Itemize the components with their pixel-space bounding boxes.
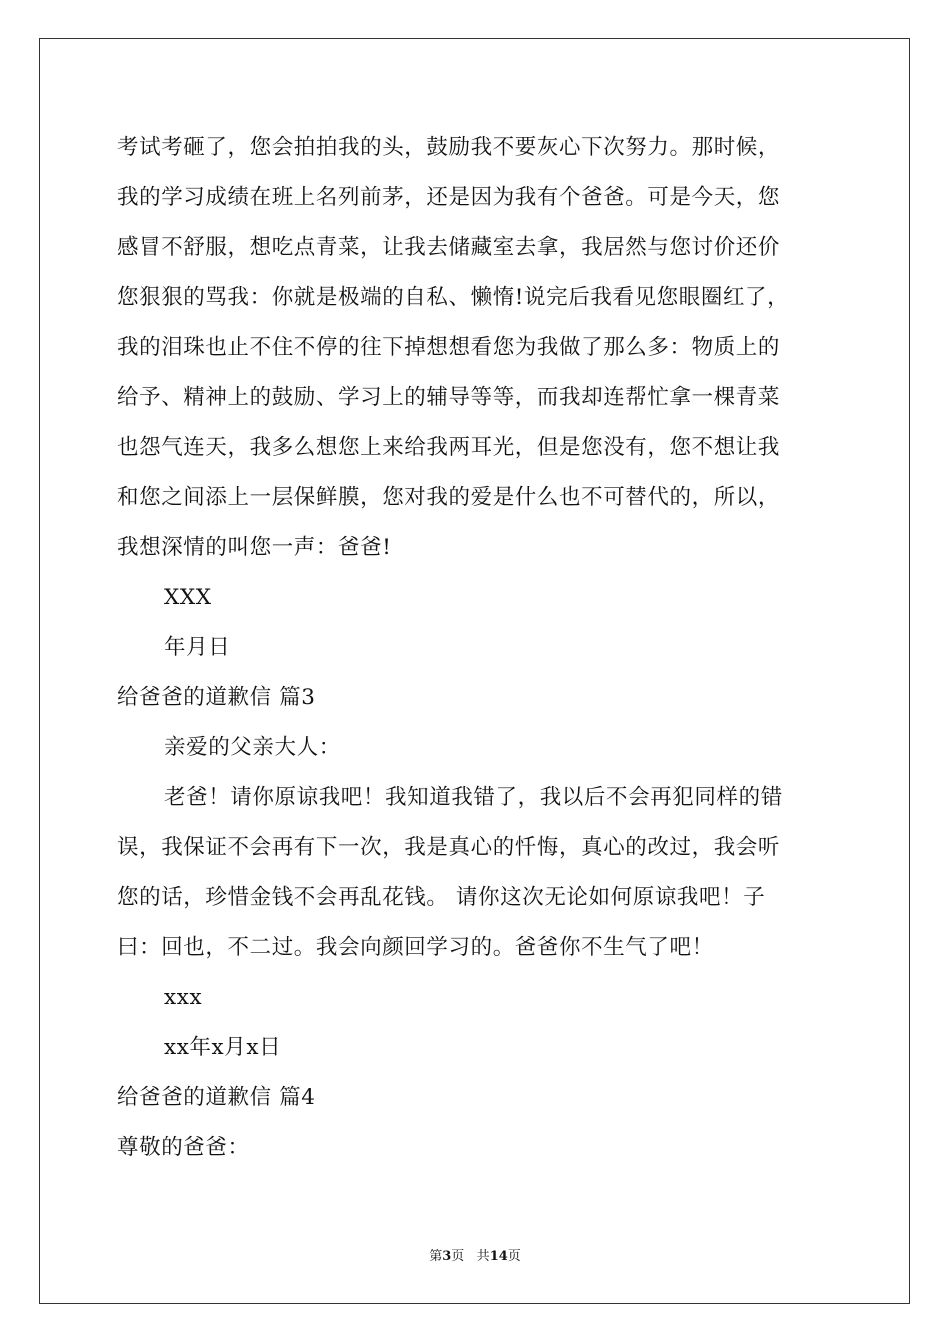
footer-total-pages: 14 xyxy=(489,1249,508,1264)
letter-3-line-2: 误，我保证不会再有下一次，我是真心的忏悔，真心的改过，我会听 xyxy=(117,835,781,860)
footer-page-suffix: 页 xyxy=(451,1249,465,1264)
letter-2-line-3: 感冒不舒服，想吃点青菜，让我去储藏室去拿，我居然与您讨价还价 xyxy=(117,235,781,260)
footer-page-number: 3 xyxy=(442,1249,452,1264)
letter-2-line-8: 和您之间添上一层保鲜膜，您对我的爱是什么也不可替代的，所以， xyxy=(117,485,781,510)
page-border xyxy=(39,38,910,1304)
footer-total-suffix: 页 xyxy=(507,1249,521,1264)
page-footer xyxy=(0,1248,950,1266)
letter-3-signature: xxx xyxy=(164,985,203,1010)
letter-2-line-9: 我想深情的叫您一声：爸爸! xyxy=(117,535,392,560)
letter-4-salutation: 尊敬的爸爸： xyxy=(117,1135,250,1160)
section-heading-3: 给爸爸的道歉信 篇3 xyxy=(117,685,316,710)
letter-2-signature: XXX xyxy=(164,585,212,610)
letter-3-line-3: 您的话，珍惜金钱不会再乱花钱。 请你这次无论如何原谅我吧！子 xyxy=(117,885,766,910)
letter-2-date: 年月日 xyxy=(164,635,231,660)
letter-2-line-5: 我的泪珠也止不住不停的往下掉想想看您为我做了那么多：物质上的 xyxy=(117,335,781,360)
letter-2-line-4: 您狠狠的骂我：你就是极端的自私、懒惰!说完后我看见您眼圈红了， xyxy=(117,285,790,310)
letter-3-line-1: 老爸！请你原谅我吧！我知道我错了，我以后不会再犯同样的错 xyxy=(164,785,783,810)
letter-3-date: xx年x月x日 xyxy=(164,1035,282,1060)
letter-2-line-1: 考试考砸了，您会拍拍我的头，鼓励我不要灰心下次努力。那时候， xyxy=(117,135,781,160)
letter-3-line-4: 曰：回也，不二过。我会向颜回学习的。爸爸你不生气了吧！ xyxy=(117,935,714,960)
letter-2-line-7: 也怨气连天，我多么想您上来给我两耳光，但是您没有，您不想让我 xyxy=(117,435,781,460)
footer-page-prefix: 第 xyxy=(429,1249,443,1264)
letter-2-line-6: 给予、精神上的鼓励、学习上的辅导等等，而我却连帮忙拿一棵青菜 xyxy=(117,385,781,410)
footer-total-prefix: 共 xyxy=(476,1249,490,1264)
section-heading-4: 给爸爸的道歉信 篇4 xyxy=(117,1085,316,1110)
letter-2-line-2: 我的学习成绩在班上名列前茅，还是因为我有个爸爸。可是今天，您 xyxy=(117,185,781,210)
letter-3-salutation: 亲爱的父亲大人： xyxy=(164,735,341,760)
